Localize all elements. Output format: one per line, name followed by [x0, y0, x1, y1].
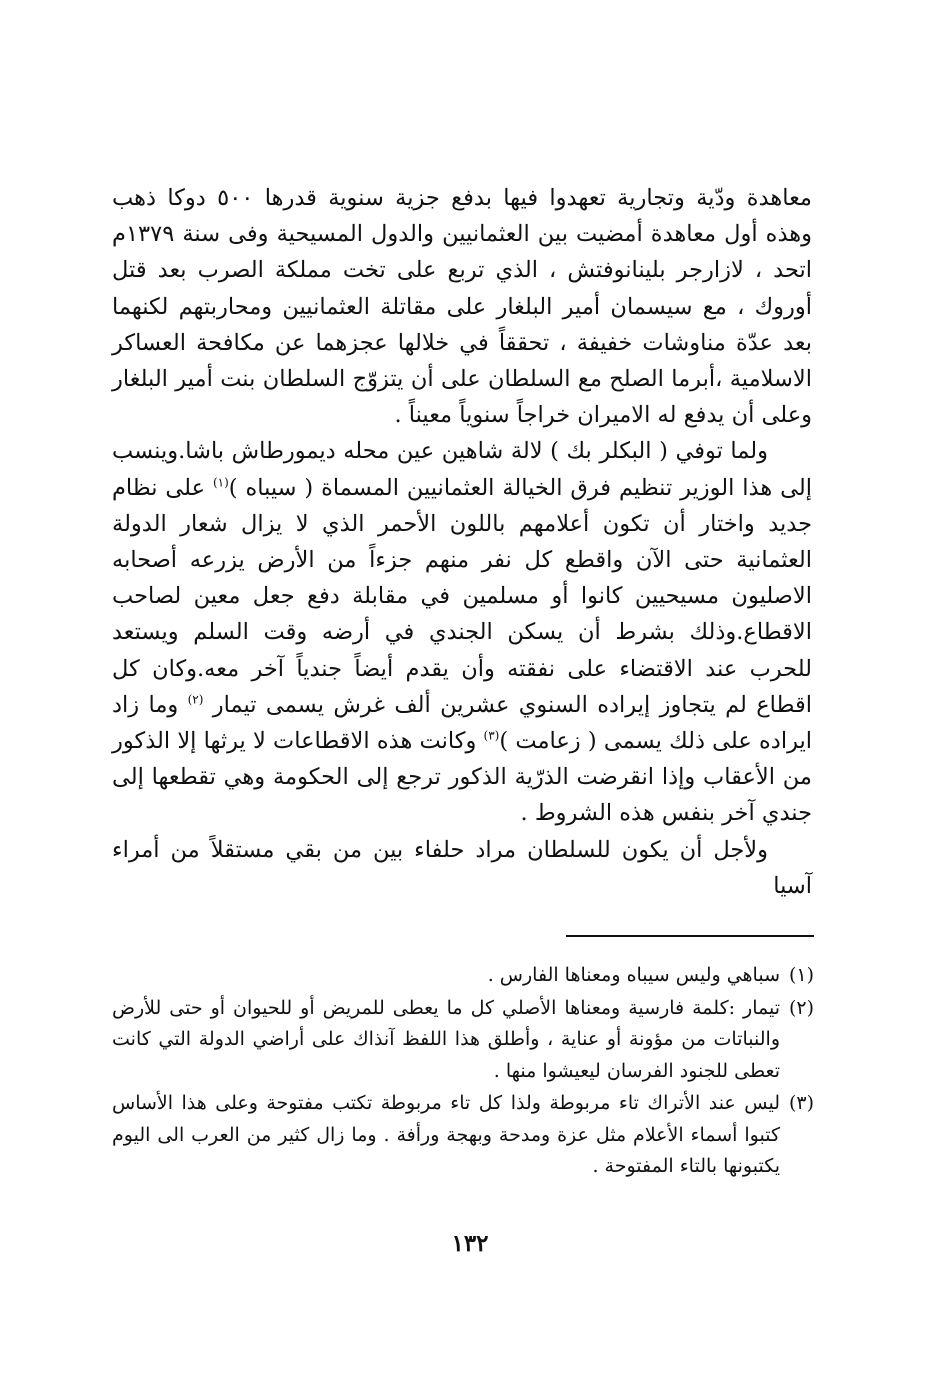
- paragraph-2-part-4: وكانت هذه الاقطاعات لا يرثها إلا الذكور من الأعقاب وإذا انقرضت الذرّية الذكور ترجع إلى الحكومة وهي تقطعها إلى جندي آخر بنفس هذه الشروط .: [112, 728, 812, 827]
- footnote-1: [112, 960, 814, 992]
- page-number: ١٣٢: [451, 1230, 489, 1257]
- footnote-2: [112, 993, 814, 1088]
- paragraph-2-part-2: على نظام جديد واختار أن تكون أعلامهم باللون الأحمر الذي لا يزال شعار الدولة العثمانية حتى الآن واقطع كل نفر منهم جزءاً من الأرض يزرعه أصحابه الاصليون مسيحيين كانوا أو مسلمين في مقابلة دفع جعل معين لصاحب الاقطاع.وذلك بشرط أن يسكن الجندي في أرضه وقت السلم ويستعد للحرب عند الاقتضاء على نفقته وأن يقدم أيضاً جندياً آخر معه.وكان كل اقطاع لم يتجاوز إيراده السنوي عشرين ألف غرش يسمى تيمار: [112, 474, 812, 718]
- footnote-number: (٢): [788, 996, 814, 1019]
- footnote-number: (١): [788, 964, 814, 986]
- paragraph-2-part-3: وما زاد ايراده على ذلك يسمى ( زعامت ): [112, 691, 812, 755]
- paragraph-2-part-1: ولما توفي ( البكلر بك ) لالة شاهين عين محله ديمورطاش باشا.وينسب إلى هذا الوزير تنظيم فرق الخيالة العثمانيين المسماة ( سيباه ): [112, 438, 812, 501]
- paragraph-1: معاهدة ودّية وتجارية تعهدوا فيها بدفع جزية سنوية قدرها ٥٠٠ دوكا ذهب وهذه أول معاهدة أمضيت بين العثمانيين والدول المسيحية وفى سنة ١٣٧٩م اتحد ، لازارجر بلينانوفتش ، الذي تربع على تخت مملكة الصرب بعد قتل أوروك ، مع سيسمان أمير البلغار على مقاتلة العثمانيين ومحاربتهم لكنهما بعد عدّة مناوشات خفيفة ، تحققاً في خلالها عجزهما عن مكافحة العساكر الاسلامية ،أبرما الصلح مع السلطان على أن يتزوّج السلطان بنت أمير البلغار وعلى أن يدفع له الاميران خراجاً سنوياً معيناً .: [112, 185, 812, 429]
- footnote-text: سباهي وليس سيباه ومعناها الفارس .: [487, 964, 780, 986]
- footnote-text: ليس عند الأتراك تاء مربوطة ولذا كل تاء مربوطة تكتب مفتوحة وعلى هذا الأساس كتبوا أسماء الأعلام مثل عزة ومدحة وبهجة ورأفة . وما زال كثير من العرب الى اليوم يكتبونها بالتاء المفتوحة .: [112, 1092, 780, 1177]
- footnote-separator: [566, 935, 814, 937]
- footnote-ref-3: (٣): [483, 728, 500, 743]
- footnotes: [112, 960, 814, 1184]
- paragraph-2: [112, 433, 812, 831]
- footnote-ref-2: (٢): [187, 692, 204, 707]
- main-text: [112, 180, 812, 904]
- footnote-text: تيمار :كلمة فارسية ومعناها الأصلي كل ما يعطى للمريض أو للحيوان أو حتى للأرض والنباتات من مؤونة أو عناية ، وأطلق هذا اللفظ آنذاك على أراضي الدولة التي كانت تعطى للجنود الفرسان ليعيشوا منها .: [112, 996, 780, 1082]
- footnote-ref-1: (١): [212, 475, 229, 490]
- footnote-number: (٣): [788, 1092, 814, 1114]
- paragraph-3: ولأجل أن يكون للسلطان مراد حلفاء بين من بقي مستقلاً من أمراء آسيا: [112, 836, 812, 899]
- footnote-3: [112, 1088, 814, 1183]
